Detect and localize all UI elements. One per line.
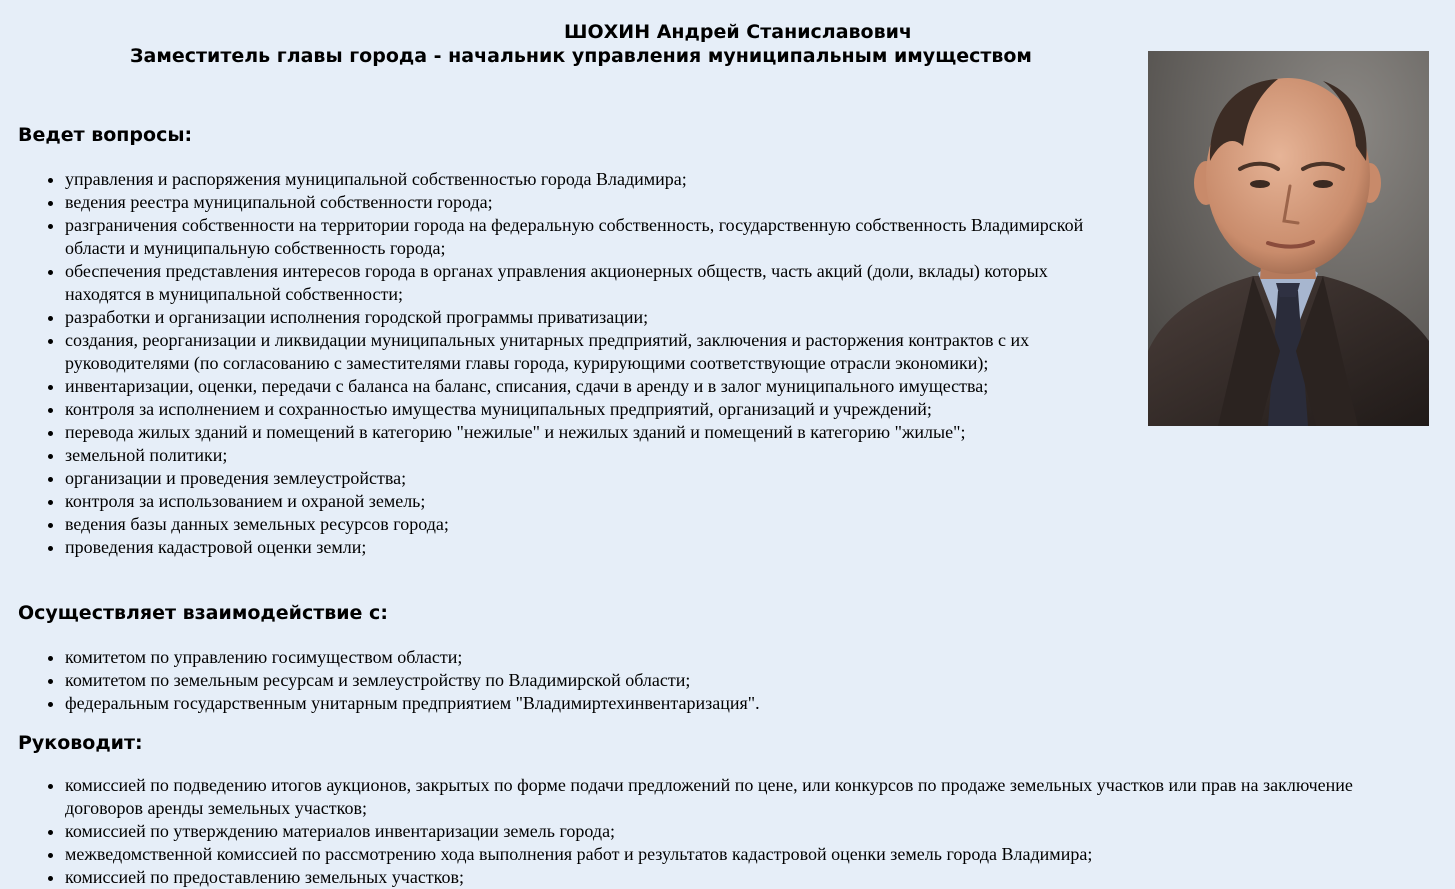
list-item: • управления и распоряжения муниципальной собственностью города Владимира;: [65, 168, 1120, 191]
list-item: • создания, реорганизации и ликвидации муниципальных унитарных предприятий, заключения и расторжения контрактов с их руководителями (по согласованию с заместителями главы города, курирующими соответствующие отрасли экономики);: [65, 329, 1120, 375]
list-item: • организации и проведения землеустройства;: [65, 467, 1120, 490]
list-item: • перевода жилых зданий и помещений в категорию "нежилые" и нежилых зданий и помещений в категорию "жилые";: [65, 421, 1120, 444]
person-position: Заместитель главы города - начальник управления муниципальным имуществом: [130, 45, 1032, 67]
list-item: • обеспечения представления интересов города в органах управления акционерных обществ, часть акций (доли, вклады) которых находятся в муниципальной собственности;: [65, 260, 1120, 306]
list-item: • проведения кадастровой оценки земли;: [65, 536, 1120, 559]
section-heading-leads: Руководит:: [18, 732, 143, 754]
section-heading-duties: Ведет вопросы:: [18, 124, 193, 146]
list-item: • земельной политики;: [65, 444, 1120, 467]
list-item: • контроля за использованием и охраной земель;: [65, 490, 1120, 513]
list-item: • комиссией по предоставлению земельных участков;: [65, 866, 1405, 889]
list-item: • комитетом по земельным ресурсам и землеустройству по Владимирской области;: [65, 669, 1365, 692]
list-item: • межведомственной комиссией по рассмотрению хода выполнения работ и результатов кадастровой оценки земель города Владимира;: [65, 843, 1405, 866]
list-item: • комиссией по подведению итогов аукционов, закрытых по форме подачи предложений по цене, или конкурсов по продаже земельных участков или прав на заключение договоров аренды земельных участков;: [65, 774, 1405, 820]
portrait-photo: [1148, 51, 1429, 426]
list-item: • комиссией по утверждению материалов инвентаризации земель города;: [65, 820, 1405, 843]
list-item: • ведения базы данных земельных ресурсов города;: [65, 513, 1120, 536]
list-item: • федеральным государственным унитарным предприятием "Владимиртехинвентаризация".: [65, 692, 1365, 715]
duties-list: [0, 168, 1120, 559]
section-heading-interaction: Осуществляет взаимодействие с:: [18, 602, 388, 624]
list-item: • инвентаризации, оценки, передачи с баланса на баланс, списания, сдачи в аренду и в залог муниципального имущества;: [65, 375, 1120, 398]
person-name: ШОХИН Андрей Станиславович: [564, 21, 912, 43]
list-item: • комитетом по управлению госимуществом области;: [65, 646, 1365, 669]
list-item: • разработки и организации исполнения городской программы приватизации;: [65, 306, 1120, 329]
list-item: • ведения реестра муниципальной собственности города;: [65, 191, 1120, 214]
interaction-list: [0, 646, 1365, 715]
leads-list: [0, 774, 1405, 889]
list-item: • разграничения собственности на территории города на федеральную собственность, государственную собственность Владимирской области и муниципальную собственность города;: [65, 214, 1120, 260]
list-item: • контроля за исполнением и сохранностью имущества муниципальных предприятий, организаций и учреждений;: [65, 398, 1120, 421]
